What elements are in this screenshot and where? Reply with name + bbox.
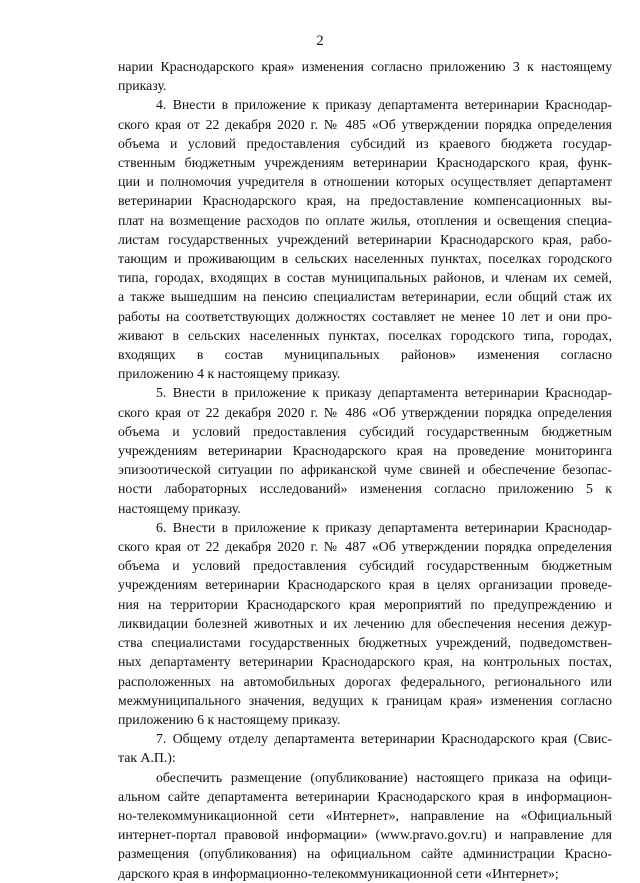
text-line: размещения (опубликования) на официальном сайте администрации Красно-	[118, 846, 612, 862]
paragraph	[118, 768, 612, 883]
text-line: ветеринарии Краснодарского края, на предоставление компенсационных вы-	[118, 193, 612, 209]
text-line: ского края от 22 декабря 2020 г. № 487 «Об утверждении порядка определения	[118, 539, 612, 555]
text-line: нарии Краснодарского края» изменения согласно приложению 3 к настоящему	[118, 59, 612, 74]
text-line: 5. Внести в приложение к приказу департамента ветеринарии Краснодар-	[156, 385, 612, 401]
text-line: объема и условий предоставления субсидий из краевого бюджета государ-	[118, 135, 612, 151]
text-line: межмуниципального значения, ведущих к границам края» изменения согласно	[118, 692, 612, 708]
text-line: интернет-портал правовой информации» (www.pravo.gov.ru) и направление для	[118, 827, 612, 843]
text-line: учреждениям ветеринарии Краснодарского края на проведение мониторинга	[118, 443, 612, 459]
text-line: ственным бюджетным учреждениям ветеринарии Краснодарского края, функ-	[118, 155, 612, 171]
paragraph	[118, 518, 612, 729]
text-line: живают в сельских населенных пунктах, поселках городского типа, городах,	[118, 327, 612, 343]
paragraph	[118, 95, 612, 383]
text-line: настоящему приказу.	[118, 500, 241, 516]
text-line: 4. Внести в приложение к приказу департамента ветеринарии Краснодар-	[156, 97, 612, 113]
text-line: так А.П.):	[118, 750, 176, 766]
text-line: ского края от 22 декабря 2020 г. № 486 «Об утверждении порядка определения	[118, 404, 612, 420]
text-line: ния на территории Краснодарского края мероприятий по предупреждению и	[118, 596, 612, 612]
text-line: типа, городах, входящих в состав муниципальных районов, и членам их семей,	[118, 270, 612, 286]
document-body	[118, 57, 612, 883]
text-line: расположенных на автомобильных дорогах федерального, регионального или	[118, 673, 612, 689]
text-line: учреждениям ветеринарии Краснодарского края в целях организации проведе-	[118, 577, 612, 593]
text-line: но-телекоммуникационной сети «Интернет», направление на «Официальный	[118, 807, 612, 823]
text-line: приложению 4 к настоящему приказу.	[118, 366, 341, 382]
text-line: ского края от 22 декабря 2020 г. № 485 «Об утверждении порядка определения	[118, 116, 612, 132]
text-line: ных департаменту ветеринарии Краснодарского края, на контрольных постах,	[118, 654, 612, 670]
text-line: плат на возмещение расходов по оплате жилья, отопления и освещения специа-	[118, 212, 612, 228]
paragraph	[118, 729, 612, 767]
text-line: 6. Внести в приложение к приказу департамента ветеринарии Краснодар-	[156, 519, 612, 535]
text-line: приложению 6 к настоящему приказу.	[118, 711, 341, 727]
text-line: ликвидации болезней животных и их лечению для обеспечения несения дежур-	[118, 615, 612, 631]
text-line: ции и полномочия учредителя в отношении которых осуществляет департамент	[118, 174, 612, 190]
text-line: приказу.	[118, 78, 167, 94]
text-line: а также вышедшим на пенсию специалистам ветеринарии, если общий стаж их	[118, 289, 612, 305]
text-line: листам государственных учреждений ветеринарии Краснодарского края, рабо-	[118, 231, 612, 247]
text-line: работы на соответствующих должностях составляет не менее 10 лет и они про-	[118, 308, 612, 324]
text-line: эпизоотической ситуации по африканской чуме свиней и обеспечение безопас-	[118, 462, 612, 478]
paragraph	[118, 383, 612, 517]
text-line: тающим и проживающим в сельских населенных пунктах, поселках городского	[118, 251, 612, 267]
text-line: объема и условий предоставления субсидий государственным бюджетным	[118, 558, 612, 574]
text-line: входящих в состав муниципальных районов» изменения согласно	[118, 347, 612, 363]
text-line: ства специалистами государственных бюджетных учреждений, подведомствен-	[118, 635, 612, 651]
text-line: ности лабораторных исследований» изменения согласно приложению 5 к	[118, 481, 612, 497]
text-line: дарского края в информационно-телекоммуникационной сети «Интернет»;	[118, 865, 559, 881]
paragraph	[118, 57, 612, 95]
text-line: обеспечить размещение (опубликование) настоящего приказа на офици-	[156, 769, 612, 785]
text-line: объема и условий предоставления субсидий государственным бюджетным	[118, 423, 612, 439]
page-number: 2	[316, 33, 324, 49]
text-line: альном сайте департамента ветеринарии Краснодарского края в информацион-	[118, 788, 612, 804]
text-line: 7. Общему отделу департамента ветеринарии Краснодарского края (Свис-	[156, 731, 612, 747]
